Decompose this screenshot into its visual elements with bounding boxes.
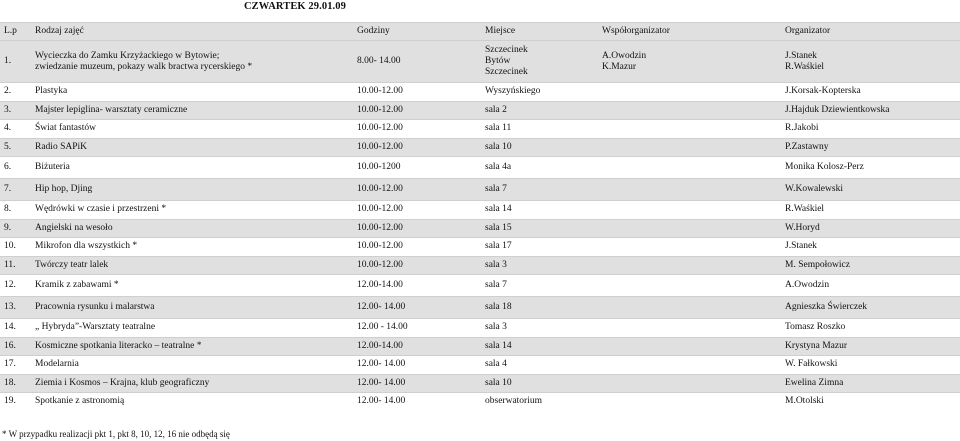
table-row <box>0 337 960 356</box>
cell-lp: 2. <box>0 83 31 102</box>
cell-activity-line: „ Hybryda”-Warsztaty teatralne <box>35 322 156 333</box>
cell-lp: 17. <box>0 356 31 375</box>
cell-lp: 10. <box>0 238 31 257</box>
cell-lp: 12. <box>0 275 31 297</box>
cell-organizer-line: R.Waśkiel <box>785 61 825 72</box>
cell-place-line: sala 10 <box>485 141 512 152</box>
cell-place-line: Bytów <box>485 56 511 66</box>
cell-activity-line: Wycieczka do Zamku Krzyżackiego w Bytowie; <box>35 50 220 61</box>
cell-organizer-line: W. Fałkowski <box>785 359 838 370</box>
cell-hours: 10.00-12.00 <box>353 219 481 238</box>
header-organizer: Organizator <box>781 23 960 41</box>
cell-place-line: sala 15 <box>485 222 512 233</box>
cell-organizer <box>781 337 960 356</box>
cell-activity-line: Angielski na wesoło <box>35 222 113 233</box>
cell-activity-line: Pracownia rysunku i malarstwa <box>35 302 155 312</box>
cell-place <box>481 101 598 120</box>
cell-place-line: Wyszyńskiego <box>485 86 541 97</box>
table-row <box>0 157 960 179</box>
cell-lp: 18. <box>0 374 31 393</box>
cell-hours: 10.00-12.00 <box>353 256 481 275</box>
cell-place <box>481 238 598 257</box>
cell-coorganizer <box>598 374 781 393</box>
cell-coorganizer-line: A.Owodzin <box>602 50 647 61</box>
cell-place-line: sala 7 <box>485 184 507 194</box>
cell-activity-line: Biżuteria <box>35 162 70 172</box>
cell-place-line: sala 3 <box>485 322 507 333</box>
cell-organizer <box>781 256 960 275</box>
cell-coorganizer <box>598 297 781 319</box>
cell-activity <box>31 83 353 102</box>
cell-place <box>481 41 598 83</box>
table-row <box>0 238 960 257</box>
table-row <box>0 83 960 102</box>
cell-coorganizer <box>598 319 781 338</box>
cell-hours: 10.00-12.00 <box>353 83 481 102</box>
footnote: * W przypadku realizacji pkt 1, pkt 8, 10, 12, 16 nie odbędą się <box>2 429 230 439</box>
cell-place-line: Szczecinek <box>485 45 528 55</box>
table-header-row <box>0 23 960 41</box>
header-hours: Godziny <box>353 23 481 41</box>
cell-organizer-line: Agnieszka Świerczek <box>785 302 868 312</box>
cell-place-line: sala 4a <box>485 162 512 172</box>
table-row <box>0 179 960 201</box>
cell-lp: 19. <box>0 393 31 411</box>
cell-place <box>481 256 598 275</box>
cell-activity <box>31 256 353 275</box>
cell-place-line: sala 11 <box>485 123 512 134</box>
cell-place-line: obserwatorium <box>485 396 542 407</box>
cell-activity <box>31 138 353 157</box>
cell-place <box>481 120 598 139</box>
cell-coorganizer <box>598 256 781 275</box>
cell-organizer <box>781 201 960 220</box>
cell-lp: 5. <box>0 138 31 157</box>
cell-place <box>481 138 598 157</box>
cell-activity-line: Majster lepiglina- warsztaty ceramiczne <box>35 104 188 115</box>
cell-place-line: sala 10 <box>485 377 512 388</box>
cell-activity-line: Hip hop, Djing <box>35 184 93 194</box>
cell-activity-line: Plastyka <box>35 86 68 97</box>
cell-organizer <box>781 356 960 375</box>
cell-organizer-line: J.Stanek <box>785 241 817 252</box>
cell-coorganizer <box>598 219 781 238</box>
cell-coorganizer <box>598 120 781 139</box>
cell-place-line: Szczecinek <box>485 67 528 77</box>
cell-organizer-line: J.Stanek <box>785 50 817 61</box>
cell-coorganizer <box>598 201 781 220</box>
cell-activity <box>31 393 353 411</box>
cell-organizer <box>781 219 960 238</box>
cell-activity-line: Modelarnia <box>35 359 79 370</box>
header-coorganizer: Współorganizator <box>598 23 781 41</box>
table-row <box>0 41 960 83</box>
cell-organizer-line: Monika Kolosz-Perz <box>785 162 864 172</box>
cell-activity <box>31 238 353 257</box>
cell-lp: 13. <box>0 297 31 319</box>
cell-activity <box>31 120 353 139</box>
cell-organizer <box>781 374 960 393</box>
cell-organizer-line: P.Zastawny <box>785 141 829 152</box>
cell-organizer-line: Ewelina Zimna <box>785 377 844 388</box>
cell-organizer-line: Krystyna Mazur <box>785 340 847 351</box>
cell-activity <box>31 297 353 319</box>
cell-activity <box>31 275 353 297</box>
cell-lp: 6. <box>0 157 31 179</box>
cell-coorganizer <box>598 393 781 411</box>
cell-organizer-line: W.Kowalewski <box>785 184 843 194</box>
cell-coorganizer <box>598 83 781 102</box>
cell-hours: 12.00-14.00 <box>353 275 481 297</box>
cell-organizer-line: A.Owodzin <box>785 280 830 290</box>
cell-place-line: sala 3 <box>485 259 507 270</box>
cell-hours: 12.00- 14.00 <box>353 297 481 319</box>
cell-coorganizer <box>598 41 781 83</box>
cell-activity <box>31 319 353 338</box>
cell-lp: 11. <box>0 256 31 275</box>
cell-organizer <box>781 83 960 102</box>
table-row <box>0 393 960 411</box>
cell-organizer-line: J.Hajduk Dziewientkowska <box>785 104 890 115</box>
cell-coorganizer <box>598 238 781 257</box>
cell-coorganizer <box>598 179 781 201</box>
page-title: CZWARTEK 29.01.09 <box>244 1 346 12</box>
cell-hours: 10.00-12.00 <box>353 201 481 220</box>
cell-place <box>481 83 598 102</box>
cell-organizer <box>781 138 960 157</box>
cell-organizer-line: Tomasz Roszko <box>785 322 846 333</box>
table-row <box>0 275 960 297</box>
cell-lp: 7. <box>0 179 31 201</box>
cell-activity <box>31 219 353 238</box>
cell-place <box>481 337 598 356</box>
cell-place <box>481 297 598 319</box>
cell-activity <box>31 201 353 220</box>
cell-activity-line: Kramik z zabawami * <box>35 280 119 290</box>
cell-activity-line: Radio SAPiK <box>35 141 87 152</box>
cell-place <box>481 374 598 393</box>
cell-hours: 10.00-12.00 <box>353 238 481 257</box>
cell-coorganizer <box>598 138 781 157</box>
cell-activity <box>31 157 353 179</box>
cell-hours: 12.00- 14.00 <box>353 374 481 393</box>
cell-organizer-line: R.Waśkiel <box>785 204 825 215</box>
cell-organizer <box>781 41 960 83</box>
cell-place-line: sala 14 <box>485 340 512 351</box>
table-row <box>0 138 960 157</box>
cell-lp: 1. <box>0 41 31 83</box>
cell-place <box>481 201 598 220</box>
cell-activity-line: Mikrofon dla wszystkich * <box>35 241 138 252</box>
cell-hours: 10.00-12.00 <box>353 138 481 157</box>
table-row <box>0 219 960 238</box>
cell-place <box>481 319 598 338</box>
cell-activity <box>31 374 353 393</box>
cell-coorganizer <box>598 275 781 297</box>
table-row <box>0 120 960 139</box>
cell-organizer <box>781 393 960 411</box>
cell-place-line: sala 2 <box>485 104 507 115</box>
cell-lp: 8. <box>0 201 31 220</box>
table-row <box>0 297 960 319</box>
cell-place <box>481 157 598 179</box>
cell-organizer <box>781 179 960 201</box>
cell-activity <box>31 41 353 83</box>
cell-place <box>481 275 598 297</box>
table-row <box>0 101 960 120</box>
cell-place-line: sala 4 <box>485 359 507 370</box>
cell-lp: 14. <box>0 319 31 338</box>
cell-organizer <box>781 101 960 120</box>
cell-place-line: sala 14 <box>485 204 512 215</box>
cell-organizer <box>781 297 960 319</box>
cell-hours: 10.00-12.00 <box>353 120 481 139</box>
cell-activity-line: Wędrówki w czasie i przestrzeni * <box>35 204 167 215</box>
cell-lp: 4. <box>0 120 31 139</box>
cell-hours: 12.00- 14.00 <box>353 356 481 375</box>
cell-lp: 3. <box>0 101 31 120</box>
cell-coorganizer <box>598 101 781 120</box>
cell-place <box>481 179 598 201</box>
cell-coorganizer <box>598 337 781 356</box>
cell-organizer-line: J.Korsak-Kopterska <box>785 86 861 97</box>
cell-activity-line: Twórczy teatr lalek <box>35 259 109 270</box>
cell-coorganizer <box>598 356 781 375</box>
cell-organizer <box>781 319 960 338</box>
cell-hours: 10.00-12.00 <box>353 101 481 120</box>
cell-hours: 10.00-1200 <box>353 157 481 179</box>
cell-organizer <box>781 238 960 257</box>
cell-place <box>481 393 598 411</box>
cell-activity-line: zwiedzanie muzeum, pokazy walk bractwa rycerskiego * <box>35 61 253 72</box>
cell-coorganizer-line: K.Mazur <box>602 61 637 72</box>
cell-organizer-line: M.Otolski <box>785 396 824 407</box>
cell-organizer-line: R.Jakobi <box>785 123 819 134</box>
cell-hours: 8.00- 14.00 <box>353 41 481 83</box>
header-place: Miejsce <box>481 23 598 41</box>
cell-organizer <box>781 275 960 297</box>
cell-activity-line: Spotkanie z astronomią <box>35 396 125 407</box>
cell-organizer-line: M. Sempołowicz <box>785 259 850 270</box>
cell-place <box>481 219 598 238</box>
cell-organizer-line: W.Horyd <box>785 222 820 233</box>
cell-activity <box>31 356 353 375</box>
cell-coorganizer <box>598 157 781 179</box>
cell-lp: 9. <box>0 219 31 238</box>
cell-activity-line: Ziemia i Kosmos – Krajna, klub geograficzny <box>35 377 210 388</box>
table-row <box>0 201 960 220</box>
header-lp: L.p <box>0 23 31 41</box>
cell-hours: 10.00-12.00 <box>353 179 481 201</box>
schedule-table <box>0 22 960 411</box>
table-row <box>0 319 960 338</box>
cell-hours: 12.00 - 14.00 <box>353 319 481 338</box>
cell-place <box>481 356 598 375</box>
cell-activity <box>31 337 353 356</box>
table-row <box>0 356 960 375</box>
cell-place-line: sala 18 <box>485 302 512 312</box>
cell-lp: 16. <box>0 337 31 356</box>
header-activity: Rodzaj zajęć <box>31 23 353 41</box>
cell-hours: 12.00-14.00 <box>353 337 481 356</box>
cell-organizer <box>781 157 960 179</box>
cell-organizer <box>781 120 960 139</box>
cell-activity <box>31 101 353 120</box>
cell-place-line: sala 7 <box>485 280 507 290</box>
cell-activity <box>31 179 353 201</box>
cell-hours: 12.00- 14.00 <box>353 393 481 411</box>
cell-activity-line: Świat fantastów <box>35 123 96 134</box>
cell-activity-line: Kosmiczne spotkania literacko – teatralne * <box>35 340 202 351</box>
table-row <box>0 256 960 275</box>
table-row <box>0 374 960 393</box>
cell-place-line: sala 17 <box>485 241 512 252</box>
